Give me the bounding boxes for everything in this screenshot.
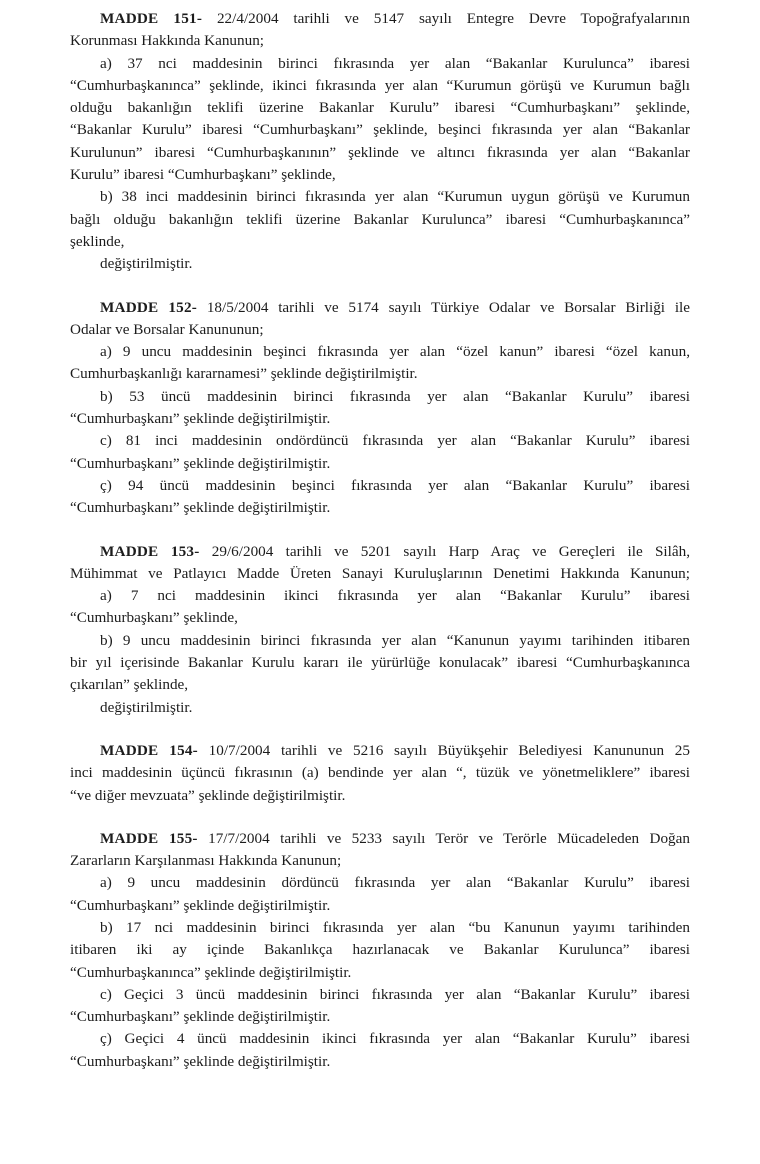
article-151-line	[70, 164, 690, 186]
article-152-line	[70, 430, 690, 452]
article-gap	[70, 719, 690, 740]
line-text: “ve diğer mevzuata” şeklinde değiştirilmiştir.	[70, 786, 346, 804]
article-151-line	[70, 186, 690, 208]
line-text: c) 81 inci maddesinin ondördüncü fıkrasında yer alan “Bakanlar Kurulu” ibaresi	[100, 432, 690, 450]
article-151-line	[70, 30, 690, 52]
line-text: şeklinde,	[70, 232, 125, 250]
article-heading: MADDE 152-	[100, 298, 198, 316]
line-text: inci maddesinin üçüncü fıkrasının (a) bendinde yer alan “, tüzük ve yönetmeliklere” ibaresi	[70, 764, 690, 782]
line-text: 10/7/2004 tarihli ve 5216 sayılı Büyükşehir Belediyesi Kanununun 25	[208, 741, 690, 759]
line-text: itibaren iki ay içinde Bakanlıkça hazırlanacak ve Bakanlar Kurulunca” ibaresi	[70, 941, 690, 959]
article-155-line	[70, 1051, 690, 1073]
article-151-line	[70, 209, 690, 231]
line-text: “Cumhurbaşkanı” şeklinde değiştirilmiştir.	[70, 454, 331, 472]
line-text: c) Geçici 3 üncü maddesinin birinci fıkrasında yer alan “Bakanlar Kurulu” ibaresi	[100, 985, 690, 1003]
line-text: “Cumhurbaşkanınca” şeklinde, ikinci fıkrasında yer alan “Kurumun görüşü ve Kurumun bağlı	[70, 76, 690, 94]
article-153-line	[70, 541, 690, 563]
line-text: a) 9 uncu maddesinin beşinci fıkrasında yer alan “özel kanun” ibaresi “özel kanun,	[100, 343, 690, 361]
article-155-line	[70, 939, 690, 961]
article-151-line	[70, 119, 690, 141]
article-155-line	[70, 850, 690, 872]
article-gap	[70, 807, 690, 828]
article-heading: MADDE 153-	[100, 542, 200, 560]
article-153-line	[70, 652, 690, 674]
line-text: ç) 94 üncü maddesinin beşinci fıkrasında yer alan “Bakanlar Kurulu” ibaresi	[100, 476, 690, 494]
line-text: “Cumhurbaşkanı” şeklinde değiştirilmiştir.	[70, 896, 331, 914]
line-text: “Cumhurbaşkanı” şeklinde değiştirilmiştir.	[70, 1008, 331, 1026]
article-152-line	[70, 408, 690, 430]
line-text: Odalar ve Borsalar Kanununun;	[70, 320, 264, 338]
article-151-line	[70, 142, 690, 164]
article-heading: MADDE 154-	[100, 741, 198, 759]
article-153-line	[70, 585, 690, 607]
article-153-line	[70, 697, 690, 719]
line-text: Kurulunun” ibaresi “Cumhurbaşkanının” şeklinde ve altıncı fıkrasında yer alan “Bakanlar	[70, 143, 690, 161]
line-text: bir yıl içerisinde Bakanlar Kurulu kararı ile yürürlüğe konulacak” ibaresi “Cumhurbaşkanınca	[70, 654, 690, 672]
article-153-line	[70, 607, 690, 629]
line-text: a) 7 nci maddesinin ikinci fıkrasında yer alan “Bakanlar Kurulu” ibaresi	[100, 587, 690, 605]
article-152-line	[70, 475, 690, 497]
article-151-line	[70, 231, 690, 253]
article-155-line	[70, 962, 690, 984]
line-text: olduğu bakanlığın teklifi üzerine Bakanlar Kurulu” ibaresi “Cumhurbaşkanı” şeklinde,	[70, 99, 690, 117]
article-155-line	[70, 828, 690, 850]
article-155-line	[70, 917, 690, 939]
article-154-line	[70, 785, 690, 807]
line-text: a) 37 nci maddesinin birinci fıkrasında yer alan “Bakanlar Kurulunca” ibaresi	[100, 54, 690, 72]
article-151	[70, 8, 690, 276]
article-154-line	[70, 740, 690, 762]
line-text: Cumhurbaşkanlığı kararnamesi” şeklinde değiştirilmiştir.	[70, 365, 418, 383]
article-151-line	[70, 75, 690, 97]
line-text: Kurulu” ibaresi “Cumhurbaşkanı” şeklinde,	[70, 166, 336, 184]
line-text: “Cumhurbaşkanı” şeklinde,	[70, 609, 238, 627]
article-153-line	[70, 674, 690, 696]
article-151-line	[70, 97, 690, 119]
article-155-line	[70, 984, 690, 1006]
line-text: Mühimmat ve Patlayıcı Madde Üreten Sanayi Kuruluşlarının Denetimi Hakkında Kanunun;	[70, 564, 690, 582]
article-152-line	[70, 341, 690, 363]
article-153-line	[70, 563, 690, 585]
line-text: 22/4/2004 tarihli ve 5147 sayılı Entegre Devre Topoğrafyalarının	[216, 10, 690, 27]
line-text: b) 53 üncü maddesinin birinci fıkrasında yer alan “Bakanlar Kurulu” ibaresi	[100, 387, 690, 405]
article-155-line	[70, 1006, 690, 1028]
article-152-line	[70, 497, 690, 519]
line-text: değiştirilmiştir.	[100, 698, 193, 716]
article-152-line	[70, 319, 690, 341]
line-text: 18/5/2004 tarihli ve 5174 sayılı Türkiye Odalar ve Borsalar Birliği ile	[206, 298, 690, 316]
line-text: b) 17 nci maddesinin birinci fıkrasında yer alan “bu Kanunun yayımı tarihinden	[100, 918, 690, 936]
article-153-line	[70, 630, 690, 652]
article-152-line	[70, 363, 690, 385]
article-153	[70, 541, 690, 719]
line-text: bağlı olduğu bakanlığın teklifi üzerine Bakanlar Kurulunca” ibaresi “Cumhurbaşkanınca”	[70, 210, 690, 228]
article-154-line	[70, 762, 690, 784]
line-text: b) 38 inci maddesinin birinci fıkrasında yer alan “Kurumun uygun görüşü ve Kurumun	[100, 188, 690, 206]
article-155-line	[70, 872, 690, 894]
article-152	[70, 297, 690, 520]
line-text: 29/6/2004 tarihli ve 5201 sayılı Harp Araç ve Gereçleri ile Silâh,	[211, 542, 690, 560]
article-151-line	[70, 253, 690, 275]
line-text: çıkarılan” şeklinde,	[70, 676, 189, 694]
article-heading: MADDE 155-	[100, 829, 198, 847]
line-text: “Cumhurbaşkanınca” şeklinde değiştirilmiştir.	[70, 963, 352, 981]
article-gap	[70, 276, 690, 297]
line-text: a) 9 uncu maddesinin dördüncü fıkrasında yer alan “Bakanlar Kurulu” ibaresi	[100, 874, 690, 892]
line-text: ç) Geçici 4 üncü maddesinin ikinci fıkrasında yer alan “Bakanlar Kurulu” ibaresi	[100, 1030, 690, 1048]
line-text: “Bakanlar Kurulu” ibaresi “Cumhurbaşkanı” şeklinde, beşinci fıkrasında yer alan “Bakanlar	[70, 121, 690, 139]
line-text: Korunması Hakkında Kanunun;	[70, 32, 265, 50]
line-text: Zararların Karşılanması Hakkında Kanunun;	[70, 852, 342, 870]
article-151-line	[70, 8, 690, 30]
article-152-line	[70, 297, 690, 319]
line-text: “Cumhurbaşkanı” şeklinde değiştirilmiştir.	[70, 410, 331, 428]
line-text: değiştirilmiştir.	[100, 255, 193, 273]
line-text: “Cumhurbaşkanı” şeklinde değiştirilmiştir.	[70, 1052, 331, 1070]
article-151-line	[70, 53, 690, 75]
line-text: b) 9 uncu maddesinin birinci fıkrasında yer alan “Kanunun yayımı tarihinden itibaren	[100, 631, 690, 649]
article-heading: MADDE 151-	[100, 10, 203, 27]
article-152-line	[70, 453, 690, 475]
article-152-line	[70, 386, 690, 408]
article-154	[70, 740, 690, 807]
line-text: “Cumhurbaşkanı” şeklinde değiştirilmiştir.	[70, 499, 331, 517]
article-155-line	[70, 1028, 690, 1050]
article-155-line	[70, 895, 690, 917]
article-gap	[70, 520, 690, 541]
line-text: 17/7/2004 tarihli ve 5233 sayılı Terör ve Terörle Mücadeleden Doğan	[208, 829, 690, 847]
article-155	[70, 828, 690, 1073]
